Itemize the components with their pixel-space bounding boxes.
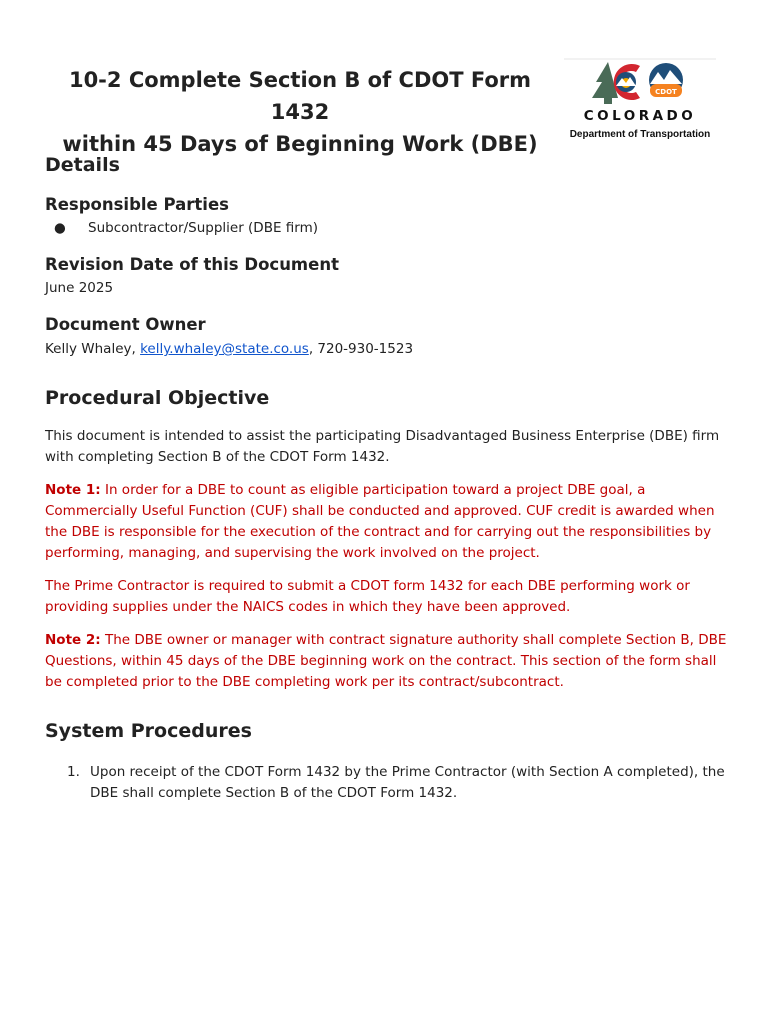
- step-text: Upon receipt of the CDOT Form 1432 by the Prime Contractor (with Section A completed), the DBE shall complete Section B of the CDOT Form 1432.: [90, 764, 725, 801]
- revision-date-heading: Revision Date of this Document: [45, 255, 339, 274]
- prime-contractor-note: The Prime Contractor is required to submit a CDOT form 1432 for each DBE performing work or providing supplies under the NAICS codes in which they have been approved.: [45, 578, 690, 615]
- owner-name: Kelly Whaley,: [45, 341, 141, 357]
- system-procedures-heading: System Procedures: [45, 720, 252, 742]
- note-1-text: In order for a DBE to count as eligible participation toward a project DBE goal, a Commercially Useful Function (CUF) shall be conducted and approved. CUF credit is awarded when the DBE is responsible for the execution of the contract and for carrying out the responsibilities by performing, managing, and supervising the work involved on the project.: [45, 482, 715, 561]
- note-2-label: Note 2:: [45, 632, 101, 648]
- cdot-logo: [560, 56, 720, 146]
- logo-department: Department of Transportation: [569, 129, 711, 140]
- note-2: [45, 630, 735, 693]
- cdot-badge: CDOT: [655, 88, 677, 96]
- procedural-objective-heading: Procedural Objective: [45, 387, 270, 409]
- document-owner-heading: Document Owner: [45, 315, 206, 334]
- note-1-label: Note 1:: [45, 482, 101, 498]
- list-item: [45, 762, 735, 804]
- responsible-party: Subcontractor/Supplier (DBE firm): [88, 220, 319, 236]
- revision-date: June 2025: [45, 280, 114, 296]
- owner-phone: , 720-930-1523: [308, 341, 414, 357]
- step-number: 1.: [67, 764, 80, 780]
- logo-wordmark: COLORADO: [583, 108, 697, 124]
- title-line-2: within 45 Days of Beginning Work (DBE): [62, 132, 538, 156]
- document-title: [44, 64, 556, 160]
- objective-intro: This document is intended to assist the participating Disadvantaged Business Enterprise (DBE) firm with completing Section B of the CDOT Form 1432.: [45, 428, 720, 465]
- colorado-logo-mark-icon: [560, 56, 720, 108]
- responsible-parties-heading: Responsible Parties: [45, 195, 229, 214]
- list-item: [54, 220, 318, 236]
- owner-email-link[interactable]: kelly.whaley@state.co.us: [140, 341, 309, 357]
- details-heading: Details: [45, 154, 120, 176]
- document-owner: [45, 339, 735, 360]
- bullet-icon: ●: [54, 220, 66, 236]
- note-2-text: The DBE owner or manager with contract signature authority shall complete Section B, DBE Questions, within 45 days of the DBE beginning work on the contract. This section of the form shall be completed prior to the DBE completing work per its contract/subcontract.: [45, 632, 727, 690]
- note-1: [45, 480, 735, 564]
- title-line-1: 10-2 Complete Section B of CDOT Form 1432: [68, 68, 532, 124]
